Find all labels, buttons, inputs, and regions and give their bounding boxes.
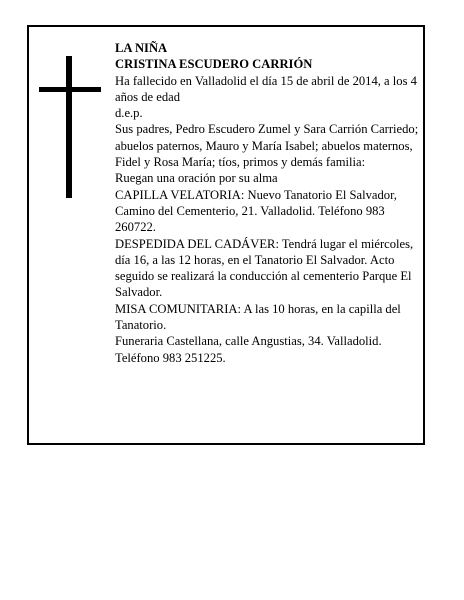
prayer-request: Ruegan una oración por su alma bbox=[115, 171, 278, 186]
dep-abbreviation: d.e.p. bbox=[115, 106, 143, 121]
cross-vertical-bar bbox=[66, 56, 72, 198]
chapel-info: CAPILLA VELATORIA: Nuevo Tanatorio El Salvador, Camino del Cementerio, 21. Valladolid. Teléfono 983 260722. bbox=[115, 187, 397, 235]
cross-icon bbox=[39, 56, 101, 198]
death-statement: Ha fallecido en Valladolid el día 15 de abril de 2014, a los 4 años de edad bbox=[115, 73, 417, 104]
farewell-info: DESPEDIDA DEL CADÁVER: Tendrá lugar el miércoles, día 16, a las 12 horas, en el Tanatorio El Salvador. Acto seguido se realizará la conducción al cementerio Parque El Salvador. bbox=[115, 236, 414, 300]
deceased-name: CRISTINA ESCUDERO CARRIÓN bbox=[115, 57, 313, 72]
cross-horizontal-bar bbox=[39, 87, 101, 92]
obituary-notice bbox=[27, 25, 425, 445]
notice-title: LA NIÑA bbox=[115, 41, 168, 55]
notice-text bbox=[115, 40, 421, 366]
family-list: Sus padres, Pedro Escudero Zumel y Sara Carrión Carriedo; abuelos paternos, Mauro y María Isabel; abuelos maternos, Fidel y Rosa María; tíos, primos y demás familia: bbox=[115, 122, 419, 170]
funeral-home-info: Funeraria Castellana, calle Angustias, 34. Valladolid. Teléfono 983 251225. bbox=[115, 334, 382, 365]
mass-info: MISA COMUNITARIA: A las 10 horas, en la capilla del Tanatorio. bbox=[115, 301, 401, 333]
